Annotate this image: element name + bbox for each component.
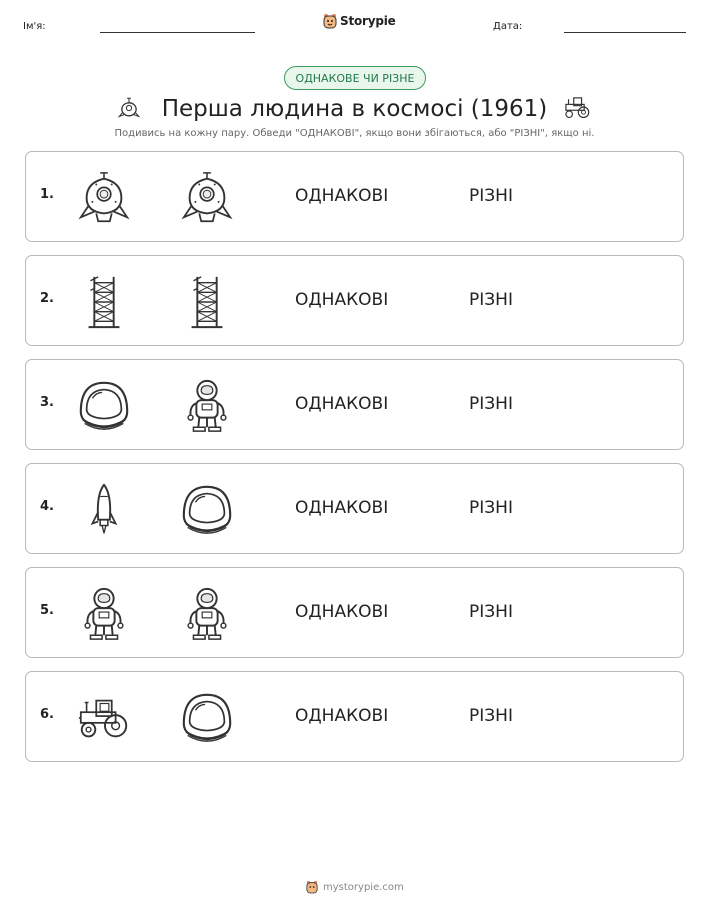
instructions: Подивись на кожну пару. Обведи "ОДНАКОВІ", якщо вони збігаються, або "РІЗНІ", якщо ні. bbox=[114, 128, 595, 139]
question-row bbox=[25, 359, 684, 450]
question-number: 4. bbox=[40, 499, 54, 514]
name-label: Ім'я: bbox=[23, 21, 46, 32]
worksheet-type-badge: ОДНАКОВЕ ЧИ РІЗНЕ bbox=[284, 66, 426, 90]
brand-name: Storypie bbox=[340, 14, 396, 28]
different-option[interactable]: РІЗНІ bbox=[469, 602, 513, 622]
spaceship-icon bbox=[177, 168, 237, 228]
question-number: 6. bbox=[40, 707, 54, 722]
storypie-mascot-icon bbox=[306, 880, 318, 894]
question-row bbox=[25, 671, 684, 762]
different-option[interactable]: РІЗНІ bbox=[469, 186, 513, 206]
same-option[interactable]: ОДНАКОВІ bbox=[295, 394, 389, 414]
tractor-icon bbox=[562, 94, 592, 120]
question-number: 2. bbox=[40, 291, 54, 306]
same-option[interactable]: ОДНАКОВІ bbox=[295, 706, 389, 726]
different-option[interactable]: РІЗНІ bbox=[469, 498, 513, 518]
footer bbox=[306, 880, 404, 894]
name-line[interactable] bbox=[100, 32, 255, 33]
different-option[interactable]: РІЗНІ bbox=[469, 706, 513, 726]
different-option[interactable]: РІЗНІ bbox=[469, 394, 513, 414]
question-number: 5. bbox=[40, 603, 54, 618]
date-line[interactable] bbox=[564, 32, 686, 33]
question-row bbox=[25, 151, 684, 242]
astronaut-icon bbox=[74, 584, 134, 644]
same-option[interactable]: ОДНАКОВІ bbox=[295, 186, 389, 206]
page-title: Перша людина в космосі (1961) bbox=[161, 96, 548, 122]
question-row bbox=[25, 567, 684, 658]
question-number: 1. bbox=[40, 187, 54, 202]
question-row bbox=[25, 255, 684, 346]
same-option[interactable]: ОДНАКОВІ bbox=[295, 498, 389, 518]
different-option[interactable]: РІЗНІ bbox=[469, 290, 513, 310]
helmet-icon bbox=[177, 688, 237, 748]
question-number: 3. bbox=[40, 395, 54, 410]
astronaut-icon bbox=[177, 584, 237, 644]
question-row bbox=[25, 463, 684, 554]
same-option[interactable]: ОДНАКОВІ bbox=[295, 602, 389, 622]
helmet-icon bbox=[74, 376, 134, 436]
launch-tower-icon bbox=[177, 272, 237, 332]
launch-tower-icon bbox=[74, 272, 134, 332]
spaceship-icon bbox=[74, 168, 134, 228]
footer-url: mystorypie.com bbox=[323, 881, 404, 893]
astronaut-icon bbox=[177, 376, 237, 436]
brand-logo bbox=[323, 13, 396, 29]
date-label: Дата: bbox=[493, 21, 523, 32]
rocket-icon bbox=[74, 480, 134, 540]
helmet-icon bbox=[177, 480, 237, 540]
storypie-mascot-icon bbox=[323, 13, 337, 29]
same-option[interactable]: ОДНАКОВІ bbox=[295, 290, 389, 310]
tractor-icon bbox=[74, 688, 134, 748]
title-row bbox=[0, 92, 709, 126]
